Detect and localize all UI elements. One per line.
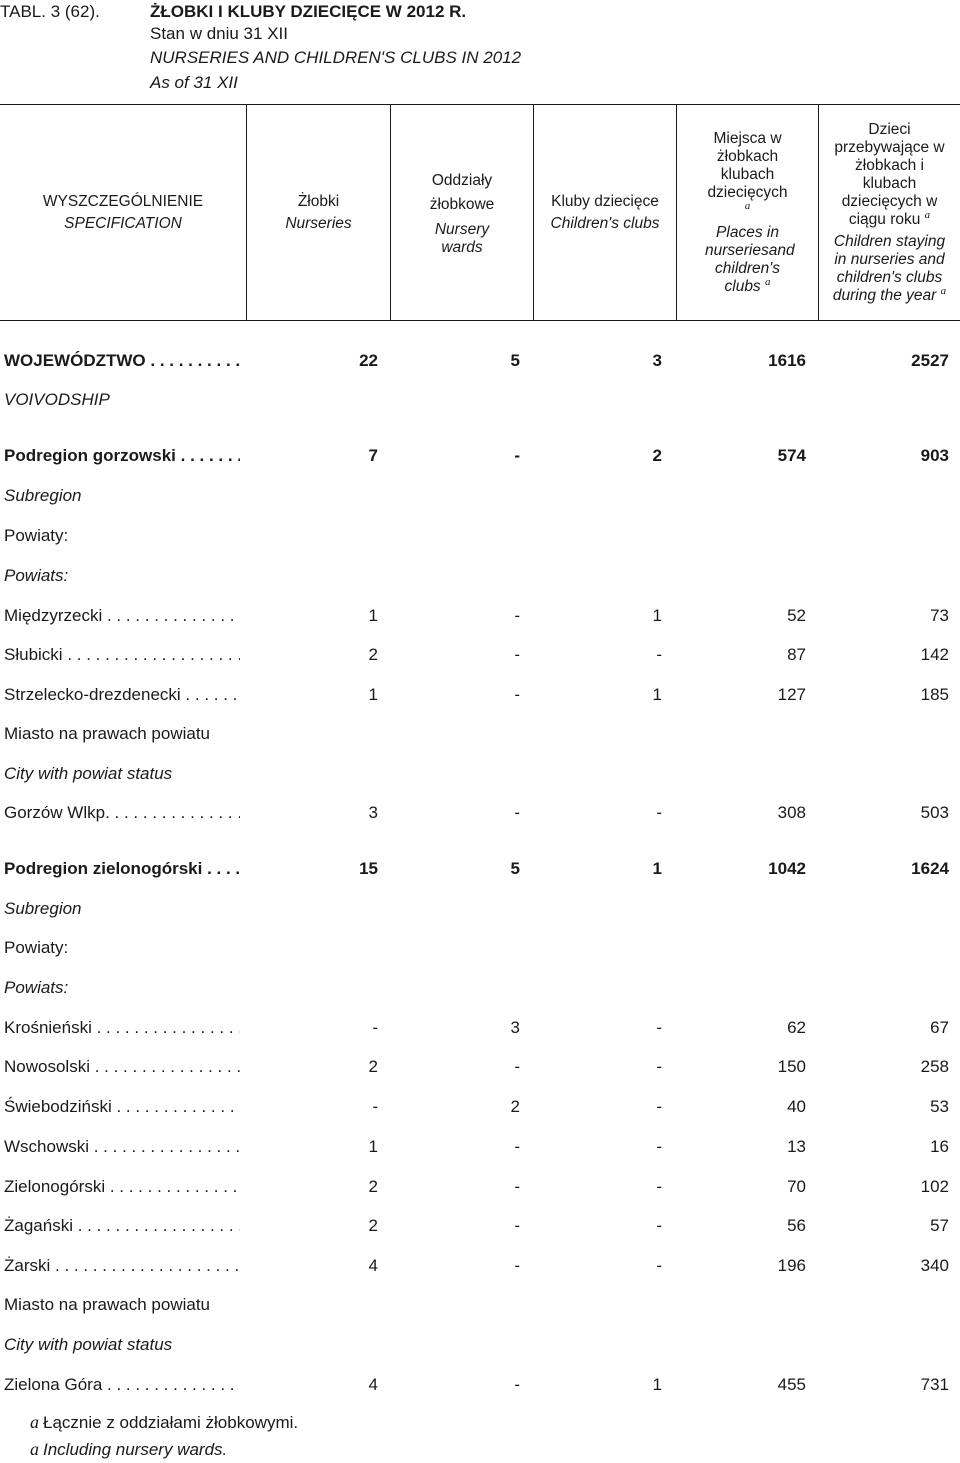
row-label: Powiaty:	[4, 526, 69, 545]
cell-childrens-clubs: -	[656, 1137, 662, 1156]
cell-children-staying: 73	[930, 606, 949, 625]
footnote-pl	[30, 1410, 298, 1435]
cell-nurseries: -	[372, 1018, 378, 1037]
cell-nurseries: 2	[368, 1177, 378, 1196]
row-label: Zielona Góra . . .	[4, 1373, 240, 1397]
cell-nursery-wards: -	[514, 685, 520, 704]
cell-nursery-wards: 3	[510, 1018, 520, 1037]
table-subtitle-en: As of 31 XII	[150, 73, 238, 92]
cell-children-staying: 1624	[911, 859, 949, 878]
cell-places: 56	[787, 1216, 806, 1235]
column-header-specification	[0, 105, 246, 320]
footnote-mark: a	[924, 208, 931, 221]
cell-childrens-clubs: -	[656, 1177, 662, 1196]
cell-nursery-wards: -	[514, 606, 520, 625]
column-header-en: Nurseries	[285, 214, 352, 232]
row-label: Krośnieński . . .	[4, 1016, 240, 1040]
row-label: Wschowski . . .	[4, 1135, 240, 1159]
cell-children-staying: 67	[930, 1018, 949, 1037]
cell-places: 87	[787, 645, 806, 664]
cell-children-staying: 185	[920, 685, 949, 704]
footnote-mark: a	[30, 1412, 39, 1432]
cell-places: 574	[777, 446, 806, 465]
row-label: Międzyrzecki . . .	[4, 604, 240, 628]
column-header-pl: Miejsca w żłobkach klubach dziecięcych	[707, 129, 788, 201]
column-header-en: Places in nurseriesand children's clubs	[705, 223, 795, 295]
table-row	[0, 1333, 960, 1357]
cell-nursery-wards: -	[514, 446, 520, 465]
footnote-mark: a	[30, 1439, 39, 1459]
row-label: Zielonogórski . . .	[4, 1175, 240, 1199]
row-label: Podregion zielonogórski . . .	[4, 857, 240, 881]
column-header-places	[677, 105, 818, 320]
column-header-en: SPECIFICATION	[64, 214, 182, 232]
cell-nurseries: 2	[368, 645, 378, 664]
cell-children-staying: 503	[920, 803, 949, 822]
table-title: ŻŁOBKI I KLUBY DZIECIĘCE W 2012 R.	[150, 2, 467, 21]
cell-childrens-clubs: 2	[652, 446, 662, 465]
footnote-mark: a	[940, 284, 947, 297]
row-label: Nowosolski . . .	[4, 1055, 240, 1079]
column-header-en: Children staying in nurseries and children's clubs during the year	[832, 232, 946, 304]
table-row	[0, 976, 960, 1000]
table-row	[0, 524, 960, 548]
cell-nursery-wards: -	[514, 1216, 520, 1235]
cell-places: 13	[787, 1137, 806, 1156]
row-label: Żagański . . .	[4, 1214, 240, 1238]
row-label: Miasto na prawach powiatu	[4, 724, 211, 743]
row-label: Gorzów Wlkp. . . .	[4, 801, 240, 825]
footnote-text: Łącznie z oddziałami żłobkowymi.	[43, 1413, 299, 1432]
cell-nursery-wards: -	[514, 645, 520, 664]
table-row	[0, 762, 960, 786]
cell-children-staying: 53	[930, 1097, 949, 1116]
row-label: City with powiat status	[4, 1335, 173, 1354]
table-row	[0, 801, 960, 825]
cell-childrens-clubs: -	[656, 1256, 662, 1275]
table-row	[0, 1175, 960, 1199]
footnote-en	[30, 1437, 227, 1462]
cell-children-staying: 16	[930, 1137, 949, 1156]
row-label: City with powiat status	[4, 764, 173, 783]
cell-places: 196	[777, 1256, 806, 1275]
column-header-nursery-wards	[391, 105, 533, 320]
table-row	[0, 388, 960, 412]
cell-childrens-clubs: -	[656, 1018, 662, 1037]
row-label: Subregion	[4, 899, 82, 918]
column-header-children-staying	[819, 105, 960, 320]
cell-nursery-wards: -	[514, 1057, 520, 1076]
cell-places: 40	[787, 1097, 806, 1116]
table-row	[0, 857, 960, 881]
column-header-en: Nursery wards	[434, 220, 490, 256]
row-label: Podregion gorzowski . . .	[4, 444, 240, 468]
cell-places: 455	[777, 1375, 806, 1394]
cell-childrens-clubs: 1	[652, 1375, 662, 1394]
cell-nurseries: 2	[368, 1216, 378, 1235]
column-header-pl: Dzieci przebywające w żłobkach i klubach dziecięcych w ciągu roku	[834, 120, 945, 228]
row-label: Świebodziński . . .	[4, 1095, 240, 1119]
cell-places: 1042	[768, 859, 806, 878]
table-row	[0, 1373, 960, 1397]
cell-nurseries: 1	[368, 685, 378, 704]
cell-children-staying: 258	[920, 1057, 949, 1076]
cell-nursery-wards: -	[514, 1137, 520, 1156]
table-subtitle: Stan w dniu 31 XII	[150, 24, 288, 43]
footnote-text: Including nursery wards.	[43, 1440, 228, 1459]
header-bottom-rule	[0, 320, 960, 321]
table-row	[0, 1055, 960, 1079]
cell-childrens-clubs: -	[656, 1057, 662, 1076]
table-number: TABL. 3 (62).	[0, 2, 100, 21]
cell-nurseries: 4	[368, 1256, 378, 1275]
row-label: Strzelecko-drezdenecki . . .	[4, 683, 240, 707]
table-title-en: NURSERIES AND CHILDREN'S CLUBS IN 2012	[150, 48, 522, 67]
cell-nurseries: -	[372, 1097, 378, 1116]
cell-childrens-clubs: -	[656, 1216, 662, 1235]
cell-nurseries: 1	[368, 606, 378, 625]
cell-children-staying: 2527	[911, 351, 949, 370]
table-row	[0, 936, 960, 960]
cell-places: 52	[787, 606, 806, 625]
cell-nursery-wards: -	[514, 803, 520, 822]
row-label: Miasto na prawach powiatu	[4, 1295, 211, 1314]
cell-children-staying: 102	[920, 1177, 949, 1196]
cell-nursery-wards: 5	[510, 859, 520, 878]
cell-nursery-wards: 2	[510, 1097, 520, 1116]
column-header-pl: WYSZCZEGÓLNIENIE	[42, 192, 204, 210]
cell-nurseries: 7	[368, 446, 378, 465]
footnote-mark: a	[744, 199, 751, 212]
row-label: Subregion	[4, 486, 82, 505]
cell-places: 308	[777, 803, 806, 822]
cell-nursery-wards: -	[514, 1177, 520, 1196]
row-label: WOJEWÓDZTWO . . .	[4, 349, 240, 373]
cell-childrens-clubs: 1	[652, 859, 662, 878]
cell-places: 62	[787, 1018, 806, 1037]
table-row	[0, 1135, 960, 1159]
cell-children-staying: 142	[920, 645, 949, 664]
table-row	[0, 1293, 960, 1317]
table-row	[0, 1214, 960, 1238]
cell-childrens-clubs: -	[656, 645, 662, 664]
cell-children-staying: 731	[920, 1375, 949, 1394]
table-row	[0, 722, 960, 746]
row-label: Powiats:	[4, 978, 69, 997]
cell-places: 1616	[768, 351, 806, 370]
row-label: VOIVODSHIP	[4, 390, 110, 409]
cell-childrens-clubs: -	[656, 1097, 662, 1116]
table-row	[0, 444, 960, 468]
table-row	[0, 1016, 960, 1040]
cell-nurseries: 3	[368, 803, 378, 822]
cell-nurseries: 22	[359, 351, 378, 370]
row-label: Powiats:	[4, 566, 69, 585]
column-header-en: Children's clubs	[550, 214, 660, 232]
column-header-nurseries	[247, 105, 390, 320]
column-header-pl: Oddziały żłobkowe	[429, 171, 495, 213]
cell-childrens-clubs: -	[656, 803, 662, 822]
cell-children-staying: 57	[930, 1216, 949, 1235]
cell-childrens-clubs: 3	[652, 351, 662, 370]
footnote-mark: a	[765, 275, 771, 288]
cell-places: 70	[787, 1177, 806, 1196]
cell-children-staying: 340	[920, 1256, 949, 1275]
table-row	[0, 484, 960, 508]
cell-nurseries: 4	[368, 1375, 378, 1394]
row-label: Żarski . . .	[4, 1254, 240, 1278]
column-header-pl: Kluby dziecięce	[551, 192, 659, 210]
row-label: Słubicki . . .	[4, 643, 240, 667]
cell-nurseries: 1	[368, 1137, 378, 1156]
table-row	[0, 643, 960, 667]
cell-nursery-wards: 5	[510, 351, 520, 370]
table-row	[0, 1254, 960, 1278]
table-row	[0, 604, 960, 628]
table-row	[0, 564, 960, 588]
cell-nursery-wards: -	[514, 1375, 520, 1394]
cell-places: 127	[777, 685, 806, 704]
table-row	[0, 897, 960, 921]
cell-childrens-clubs: 1	[652, 685, 662, 704]
cell-children-staying: 903	[920, 446, 949, 465]
row-label: Powiaty:	[4, 938, 69, 957]
cell-childrens-clubs: 1	[652, 606, 662, 625]
table-row	[0, 1095, 960, 1119]
table-row	[0, 683, 960, 707]
cell-places: 150	[777, 1057, 806, 1076]
column-header-pl: Żłobki	[297, 192, 340, 210]
cell-nursery-wards: -	[514, 1256, 520, 1275]
cell-nurseries: 2	[368, 1057, 378, 1076]
column-header-childrens-clubs	[534, 105, 676, 320]
cell-nurseries: 15	[359, 859, 378, 878]
table-row	[0, 349, 960, 373]
